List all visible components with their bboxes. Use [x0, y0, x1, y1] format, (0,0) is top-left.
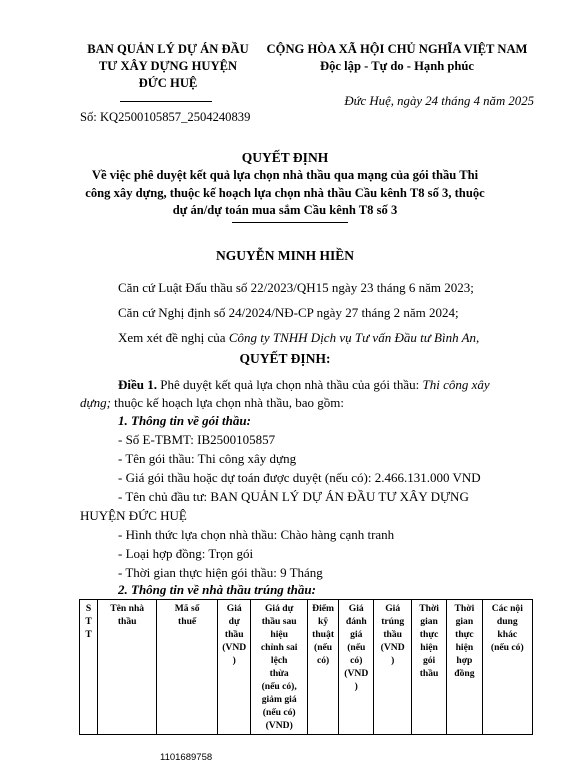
org-line-1: BAN QUẢN LÝ DỰ ÁN ĐẦU [87, 42, 249, 56]
col-winning-price [374, 600, 411, 735]
header-adjusted-price: Giá dự thầu sau hiệu chỉnh sai lệch thừa (nếu có), giảm giá (nếu có) (VND) [260, 603, 298, 731]
footer-tax-code: 1101689758 [160, 752, 213, 763]
col-evaluated-price [339, 600, 374, 735]
decides-heading: QUYẾT ĐỊNH: [239, 351, 331, 366]
col-bid-price [218, 600, 251, 735]
winning-contractor-table [79, 599, 533, 735]
consultant-company: Công ty TNHH Dịch vụ Tư vấn Đầu tư Bình An, [228, 330, 480, 345]
header-tech-score: Điểm kỹ thuật (nếu có) [312, 603, 335, 666]
issuing-organization [76, 41, 260, 92]
section-2-title: 2. Thông tin về nhà thầu trúng thầu: [118, 582, 316, 597]
legal-basis-3 [118, 329, 568, 346]
subject-line-2: công xây dựng, thuộc kế hoạch lựa chọn nhà thầu Cầu kênh T8 số 3, thuộc [85, 185, 485, 200]
investor-name-cont: HUYỆN ĐỨC HUỆ [80, 508, 187, 523]
nation-name: CỘNG HÒA XÃ HỘI CHỦ NGHĨA VIỆT NAM [266, 42, 528, 56]
col-contract-duration [447, 600, 482, 735]
header-bid-price: Giá dự thầu (VND ) [222, 603, 247, 666]
header-stt: S T T [85, 603, 92, 640]
subject-line-3: dự án/dự toán mua sắm Cầu kênh T8 số 3 [172, 203, 398, 217]
header-contract-duration: Thời gian thực hiện hợp đồng [454, 603, 475, 679]
org-line-2: TƯ XÂY DỰNG HUYỆN [98, 59, 238, 73]
document-number: Số: KQ2500105857_2504240839 [80, 110, 251, 124]
org-line-3: ĐỨC HUỆ [138, 76, 198, 90]
header-winning-price: Giá trúng thầu (VND ) [380, 603, 405, 666]
header-package-duration: Thời gian thực hiện gói thầu [419, 603, 439, 679]
article-1-label: Điều 1. [118, 377, 157, 392]
col-contractor [98, 600, 157, 735]
header-tax-code: Mã số thuế [174, 603, 200, 627]
investor-name: - Tên chủ đầu tư: BAN QUẢN LÝ DỰ ÁN ĐẦU TƯ XÂY DỰNG [118, 489, 469, 504]
header-other: Các nội dung khác (nếu có) [490, 603, 524, 653]
motto: Độc lập - Tự do - Hạnh phúc [320, 59, 474, 73]
col-tax-code [157, 600, 218, 735]
legal-basis-1: Căn cứ Luật Đấu thầu số 22/2023/QH15 ngày 23 tháng 6 năm 2023; [118, 280, 474, 295]
tbmt-number: - Số E-TBMT: IB2500105857 [118, 432, 276, 447]
package-name-a: Thi công xây [422, 377, 490, 392]
contract-type: - Loại hợp đồng: Trọn gói [118, 546, 254, 561]
decision-heading: QUYẾT ĐỊNH [241, 150, 329, 165]
article-1-text-a: Phê duyệt kết quả lựa chọn nhà thầu của gói thầu: [157, 377, 423, 392]
col-package-duration [411, 600, 446, 735]
national-motto [258, 41, 536, 75]
selection-method: - Hình thức lựa chọn nhà thầu: Chào hàng cạnh tranh [118, 527, 395, 542]
article-1-text-b: thuộc kế hoạch lựa chọn nhà thầu, bao gồm: [110, 395, 344, 410]
package-name: - Tên gói thầu: Thi công xây dựng [118, 451, 297, 466]
basis-3-prefix: Xem xét đề nghị của [118, 330, 229, 345]
header-contractor: Tên nhà thầu [110, 603, 145, 627]
col-adjusted-price [251, 600, 308, 735]
org-underline [120, 101, 212, 102]
subject-underline [232, 222, 348, 223]
signer-name: NGUYỄN MINH HIỀN [215, 248, 354, 263]
col-other [482, 600, 532, 735]
legal-basis-2: Căn cứ Nghị định số 24/2024/NĐ-CP ngày 27 tháng 2 năm 2024; [118, 305, 459, 320]
section-1-title: 1. Thông tin về gói thầu: [118, 413, 251, 428]
header-evaluated-price: Giá đánh giá (nếu có) (VND ) [344, 603, 369, 692]
duration: - Thời gian thực hiện gói thầu: 9 Tháng [118, 565, 323, 580]
subject-line-1: Về việc phê duyệt kết quả lựa chọn nhà thầu qua mạng của gói thầu Thi [91, 168, 479, 182]
package-name-b: dựng; [80, 395, 111, 410]
article-1-line-1 [118, 376, 538, 393]
table-header-row [80, 600, 533, 735]
article-1-line-2 [80, 394, 530, 411]
col-tech-score [308, 600, 339, 735]
decision-subject [60, 167, 510, 220]
col-stt [80, 600, 98, 735]
issue-date: Đức Huệ, ngày 24 tháng 4 năm 2025 [344, 94, 534, 108]
package-price: - Giá gói thầu hoặc dự toán được duyệt (nếu có): 2.466.131.000 VND [118, 470, 481, 485]
